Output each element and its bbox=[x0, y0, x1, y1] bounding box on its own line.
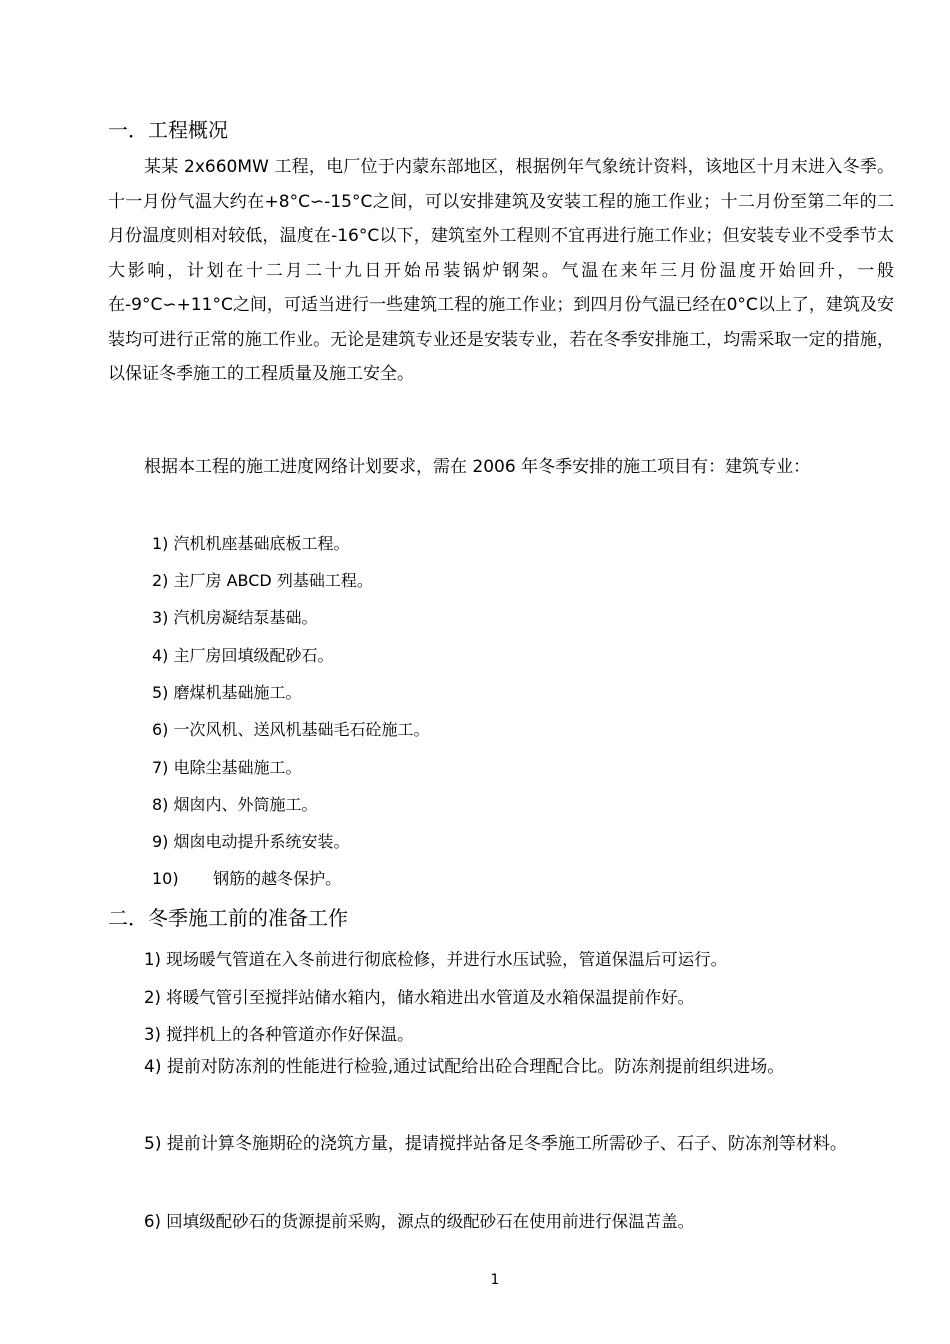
list-text: 磨煤机基础施工。 bbox=[173, 683, 302, 702]
list-text: 主厂房 ABCD 列基础工程。 bbox=[173, 571, 373, 590]
list-number: 6) bbox=[152, 720, 169, 739]
list-text: 主厂房回填级配砂石。 bbox=[173, 646, 334, 665]
list-number: 9) bbox=[152, 832, 169, 851]
list-text: 汽机房凝结泵基础。 bbox=[173, 608, 318, 627]
list-text: 电除尘基础施工。 bbox=[173, 758, 302, 777]
schedule-paragraph: 根据本工程的施工进度网络计划要求，需在 2006 年冬季安排的施工项目有：建筑专业： bbox=[144, 457, 811, 477]
list-item bbox=[152, 680, 302, 703]
overview-paragraph: 某某 2x660MW 工程，电厂位于内蒙东部地区，根据例年气象统计资料，该地区十月末进入冬季。十一月份气温大约在+8°C∽-15°C之间，可以安排建筑及安装工程的施工作业；十二月份至第二年的二月份温度则相对较低，温度在-16°C以下，建筑室外工程则不宜再进行施工作业；但安装专业不受季节太大影响，计划在十二月二十九日开始吊装锅炉钢架。气温在来年三月份温度开始回升，一般在-9°C∽+11°C之间，可适当进行一些建筑工程的施工作业；到四月份气温已经在0°C以上了，建筑及安装均可进行正常的施工作业。无论是建筑专业还是安装专业，若在冬季安排施工，均需采取一定的措施，以保证冬季施工的工程质量及施工安全。 bbox=[108, 157, 894, 384]
list-text: 一次风机、送风机基础毛石砼施工。 bbox=[173, 720, 430, 739]
list-number: 3) bbox=[152, 608, 169, 627]
list-number: 8) bbox=[152, 795, 169, 814]
page-number: 1 bbox=[490, 1272, 500, 1288]
list-item bbox=[152, 755, 302, 778]
list-item bbox=[152, 866, 341, 889]
prep-item: 6) 回填级配砂石的货源提前采购，源点的级配砂石在使用前进行保温苫盖。 bbox=[144, 1212, 695, 1231]
list-text: 钢筋的越冬保护。 bbox=[213, 869, 342, 888]
prep-item: 4) 提前对防冻剂的性能进行检验,通过试配给出砼合理配合比。防冻剂提前组织进场。 bbox=[144, 1057, 785, 1077]
list-item bbox=[152, 531, 350, 554]
list-number: 1) bbox=[152, 534, 169, 553]
list-text: 烟囱内、外筒施工。 bbox=[173, 795, 318, 814]
list-text: 汽机机座基础底板工程。 bbox=[173, 534, 350, 553]
list-number: 4) bbox=[152, 646, 169, 665]
list-text: 烟囱电动提升系统安装。 bbox=[173, 832, 350, 851]
section-1-heading: 一．工程概况 bbox=[108, 118, 228, 142]
list-item bbox=[152, 829, 350, 852]
list-item bbox=[152, 792, 318, 815]
list-number: 10) bbox=[152, 869, 179, 888]
list-number: 5) bbox=[152, 683, 169, 702]
list-item bbox=[152, 717, 430, 740]
prep-item: 5) 提前计算冬施期砼的浇筑方量，提请搅拌站备足冬季施工所需砂子、石子、防冻剂等材料。 bbox=[144, 1134, 847, 1154]
list-number: 2) bbox=[152, 571, 169, 590]
list-item bbox=[152, 605, 318, 628]
prep-item: 2) 将暖气管引至搅拌站储水箱内，储水箱进出水管道及水箱保温提前作好。 bbox=[144, 988, 695, 1007]
section-2-heading: 二．冬季施工前的准备工作 bbox=[108, 906, 348, 930]
list-number: 7) bbox=[152, 758, 169, 777]
prep-item: 1) 现场暖气管道在入冬前进行彻底检修，并进行水压试验，管道保温后可运行。 bbox=[144, 950, 728, 969]
list-item bbox=[152, 643, 334, 666]
list-item bbox=[152, 568, 373, 591]
prep-item: 3) 搅拌机上的各种管道亦作好保温。 bbox=[144, 1025, 414, 1044]
